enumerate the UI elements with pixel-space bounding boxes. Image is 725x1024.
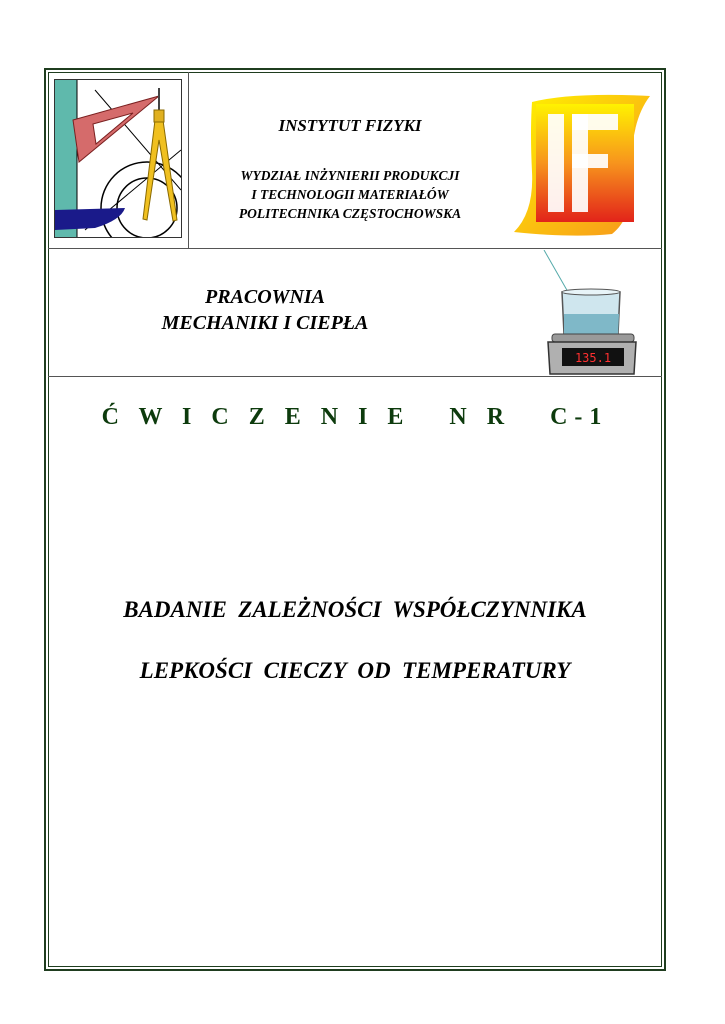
exercise-title: Ć W I C Z E N I E N R C-1 (101, 404, 609, 430)
temperature-display: 135.1 (574, 351, 612, 365)
faculty-line-2: I TECHNOLOGII MATERIAŁÓW (251, 187, 449, 202)
header-divider (48, 248, 662, 249)
institute-name: INSTYTUT FIZYKI (278, 116, 422, 135)
faculty-line-1: WYDZIAŁ INŻYNIERII PRODUKCJI (240, 168, 460, 183)
if-logo-letters: IF (512, 92, 513, 93)
university-name: POLITECHNIKA CZĘSTOCHOWSKA (238, 206, 462, 221)
drafting-logo (54, 79, 182, 238)
logo-divider (188, 72, 189, 248)
if-logo (512, 92, 654, 238)
drafting-tools-icon (55, 80, 181, 237)
topic-line-1: BADANIE ZALEŻNOŚCI WSPÓŁCZYNNIKA (123, 597, 587, 622)
hotplate-beaker-illustration (540, 250, 640, 378)
lab-line-1: PRACOWNIA (204, 286, 326, 308)
lab-line-2: MECHANIKI I CIEPŁA (161, 312, 369, 334)
topic-line-2: LEPKOŚCI CIECZY OD TEMPERATURY (139, 658, 571, 683)
